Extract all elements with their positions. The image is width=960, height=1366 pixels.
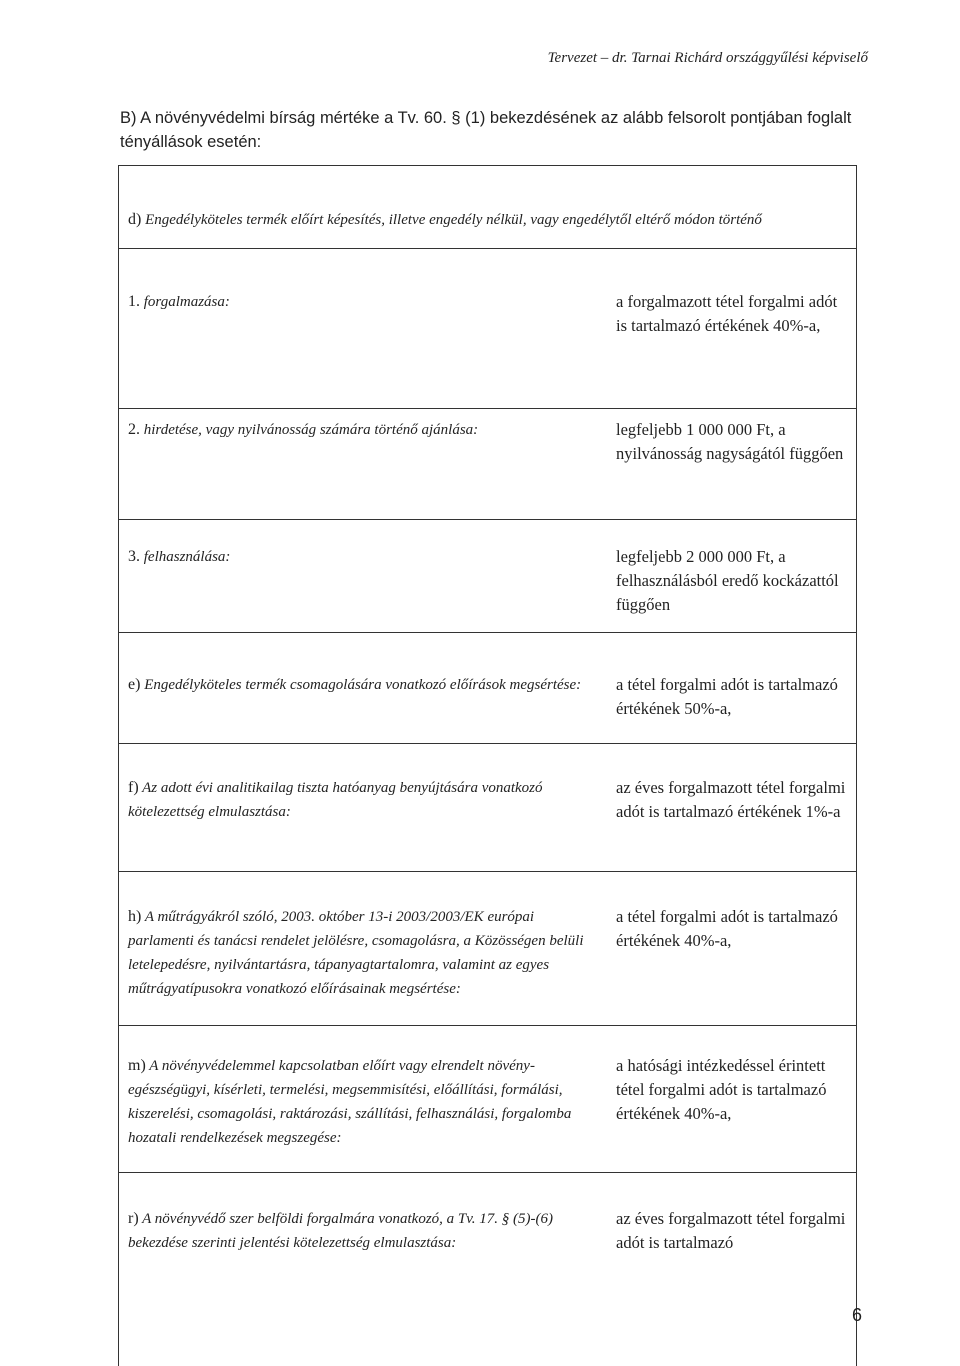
row-lead: e)	[128, 676, 141, 693]
table-divider	[118, 743, 856, 744]
row-label: A növényvédelemmel kapcsolatban előírt vagy elrendelt növény-egészségügyi, kísérleti, termelési, megsemmisítési, előállítási, formálási, kiszerelési, csomagolási, raktározási, szállítási, felhasználási, forgalomba hozatali rendelkezések megszegése:	[128, 1058, 572, 1146]
row-label: A műtrágyákról szóló, 2003. október 13-i 2003/2003/EK európai parlamenti és tanácsi rendelet jelölésre, csomagolásra, a Közösségen belüli letelepedésre, nyilvántartásra, tápanyagtartalomra, valamint az egyes műtrágyatípusokra vonatkozó előírásainak megsértése:	[128, 909, 584, 997]
table-row-h-value: a tétel forgalmi adót is tartalmazó értékének 40%-a,	[616, 907, 838, 950]
row-lead: 1.	[128, 293, 140, 310]
section-d-heading	[128, 208, 843, 232]
fine-table	[118, 165, 857, 1366]
table-row-2-value: legfeljebb 1 000 000 Ft, a nyilvánosság nagyságától függően	[616, 420, 844, 463]
section-d-lead: d)	[128, 211, 142, 228]
table-row-r-label	[128, 1207, 598, 1255]
table-divider	[118, 1172, 856, 1173]
table-divider	[118, 1025, 856, 1026]
section-d-text: Engedélyköteles termék előírt képesítés, illetve engedély nélkül, vagy engedélytől eltérő módon történő	[145, 212, 762, 228]
page-number: 6	[852, 1305, 863, 1325]
row-label: Engedélyköteles termék csomagolására vonatkozó előírások megsértése:	[144, 677, 582, 693]
table-row-m-value: a hatósági intézkedéssel érintett tétel forgalmi adót is tartalmazó értékének 40%-a,	[616, 1056, 827, 1123]
intro-paragraph: B) A növényvédelmi bírság mértéke a Tv. 60. § (1) bekezdésének az alább felsorolt pontjában foglalt tényállások esetén:	[120, 109, 852, 151]
table-row-r-value: az éves forgalmazott tétel forgalmi adót is tartalmazó	[616, 1209, 846, 1252]
table-row-e-label	[128, 673, 598, 697]
row-lead: 3.	[128, 548, 140, 565]
table-row-3-label	[128, 545, 598, 569]
table-row-f-label	[128, 776, 598, 824]
table-row-e-value: a tétel forgalmi adót is tartalmazó értékének 50%-a,	[616, 675, 838, 718]
table-row-1-label	[128, 290, 598, 314]
row-lead: h)	[128, 908, 142, 925]
row-label: forgalmazása:	[143, 294, 230, 310]
row-label: felhasználása:	[143, 549, 231, 565]
table-row-f-value: az éves forgalmazott tétel forgalmi adót is tartalmazó értékének 1%-a	[616, 778, 846, 821]
row-lead: m)	[128, 1057, 146, 1074]
table-row-m-label	[128, 1054, 598, 1150]
table-divider	[118, 408, 856, 409]
row-lead: f)	[128, 779, 139, 796]
table-row-2-label	[128, 418, 598, 442]
row-lead: 2.	[128, 421, 140, 438]
table-row-h-label	[128, 905, 598, 1001]
table-divider	[118, 519, 856, 520]
table-row-1-value: a forgalmazott tétel forgalmi adót is tartalmazó értékének 40%-a,	[616, 292, 838, 335]
author-header: Tervezet – dr. Tarnai Richárd országgyűlési képviselő	[547, 50, 868, 66]
row-label: Az adott évi analitikailag tiszta hatóanyag benyújtására vonatkozó kötelezettség elmulasztása:	[128, 780, 543, 820]
table-divider	[118, 248, 856, 249]
table-row-3-value: legfeljebb 2 000 000 Ft, a felhasználásból eredő kockázattól függően	[616, 547, 839, 614]
row-lead: r)	[128, 1210, 139, 1227]
row-label: hirdetése, vagy nyilvánosság számára történő ajánlása:	[143, 422, 479, 438]
table-divider	[118, 871, 856, 872]
row-label: A növényvédő szer belföldi forgalmára vonatkozó, a Tv. 17. § (5)-(6) bekezdése szerinti jelentési kötelezettség elmulasztása:	[128, 1211, 554, 1251]
table-divider	[118, 632, 856, 633]
